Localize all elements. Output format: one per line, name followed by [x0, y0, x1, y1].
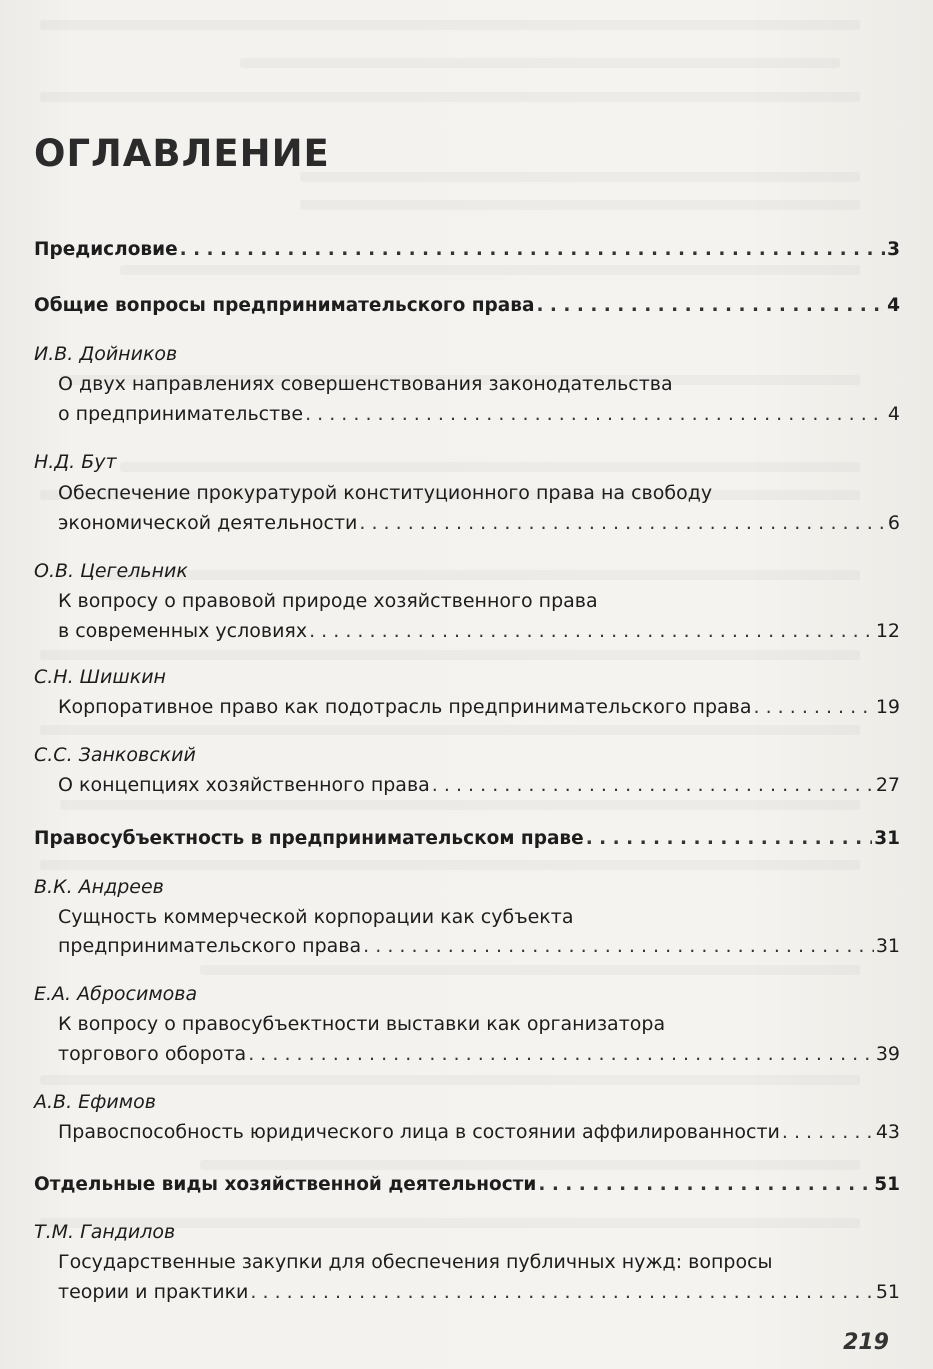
- table-of-contents: [34, 0, 900, 1369]
- dot-leader: [754, 692, 874, 722]
- page-ref: 3: [887, 239, 900, 260]
- page-ref: 12: [875, 620, 900, 642]
- toc-entry-abrosimova[interactable]: [34, 1039, 900, 1069]
- entry-title-line: предпринимательского права: [58, 935, 362, 957]
- toc-entry-andreev[interactable]: [34, 931, 900, 961]
- entry-title-line[interactable]: Государственные закупки для обеспечения публичных нужд: вопросы: [58, 1251, 773, 1273]
- entry-title-line[interactable]: К вопросу о правовой природе хозяйственного права: [58, 590, 598, 612]
- entry-author: Т.М. Гандилов: [34, 1221, 176, 1243]
- toc-entry-but[interactable]: [34, 508, 900, 538]
- section-label: Отдельные виды хозяйственной деятельности: [34, 1174, 537, 1195]
- page-ref: 19: [875, 696, 900, 718]
- entry-title-line: О концепциях хозяйственного права: [58, 774, 430, 796]
- entry-title-line[interactable]: О двух направлениях совершенствования законодательства: [58, 373, 673, 395]
- entry-author: О.В. Цегельник: [34, 560, 188, 582]
- page-ref: 31: [875, 935, 900, 957]
- entry-author: И.В. Дойников: [34, 343, 178, 365]
- page-ref: 43: [875, 1121, 900, 1143]
- dot-leader: [586, 824, 873, 854]
- toc-entry-tsegelnik[interactable]: [34, 616, 900, 646]
- dot-leader: [305, 399, 886, 429]
- entry-author: Е.А. Абросимова: [34, 983, 198, 1005]
- section-label: Правосубъектность в предпринимательском праве: [34, 828, 584, 849]
- page-number: 219: [843, 1330, 889, 1355]
- entry-author: С.С. Занковский: [34, 744, 196, 766]
- page-title: ОГЛАВЛЕНИЕ: [34, 132, 330, 175]
- entry-author: В.К. Андреев: [34, 876, 164, 898]
- toc-entry-zankovsky[interactable]: [34, 770, 900, 800]
- entry-title-line: торгового оборота: [58, 1043, 247, 1065]
- toc-entry-gandilov[interactable]: [34, 1277, 900, 1307]
- toc-section-preface[interactable]: [34, 235, 900, 265]
- dot-leader: [359, 508, 886, 538]
- dot-leader: [250, 1277, 873, 1307]
- page-ref: 51: [874, 1174, 900, 1195]
- dot-leader: [432, 770, 874, 800]
- page-ref: 6: [887, 512, 900, 534]
- section-label: Предисловие: [34, 239, 178, 260]
- entry-author: С.Н. Шишкин: [34, 666, 166, 688]
- page-ref: 51: [875, 1281, 900, 1303]
- toc-entry-efimov[interactable]: [34, 1117, 900, 1147]
- entry-title-line: Корпоративное право как подотрасль предпринимательского права: [58, 696, 752, 718]
- toc-entry-doinikov[interactable]: [34, 399, 900, 429]
- entry-title-line: теории и практики: [58, 1281, 249, 1303]
- dot-leader: [248, 1039, 874, 1069]
- toc-section-general[interactable]: [34, 291, 900, 321]
- entry-title-line[interactable]: К вопросу о правосубъектности выставки как организатора: [58, 1013, 666, 1035]
- page-ref: 4: [887, 403, 900, 425]
- entry-title-line: Правоспособность юридического лица в состоянии аффилированности: [58, 1121, 780, 1143]
- entry-title-line[interactable]: Сущность коммерческой корпорации как субъекта: [58, 906, 574, 928]
- entry-title-line: экономической деятельности: [58, 512, 358, 534]
- dot-leader: [538, 1170, 872, 1200]
- entry-title-line: о предпринимательстве: [58, 403, 304, 425]
- dot-leader: [536, 291, 885, 321]
- dot-leader: [180, 235, 886, 265]
- page-ref: 39: [875, 1043, 900, 1065]
- page-ref: 4: [887, 295, 900, 316]
- section-label: Общие вопросы предпринимательского права: [34, 295, 535, 316]
- dot-leader: [309, 616, 874, 646]
- toc-section-legal-capacity[interactable]: [34, 824, 900, 854]
- dot-leader: [363, 931, 874, 961]
- page-ref: 27: [875, 774, 900, 796]
- entry-title-line[interactable]: Обеспечение прокуратурой конституционного права на свободу: [58, 482, 713, 504]
- entry-title-line: в современных условиях: [58, 620, 308, 642]
- toc-section-activity-types[interactable]: [34, 1170, 900, 1200]
- entry-author: А.В. Ефимов: [34, 1091, 156, 1113]
- page-ref: 31: [874, 828, 900, 849]
- toc-entry-shishkin[interactable]: [34, 692, 900, 722]
- entry-author: Н.Д. Бут: [34, 451, 117, 473]
- dot-leader: [782, 1117, 874, 1147]
